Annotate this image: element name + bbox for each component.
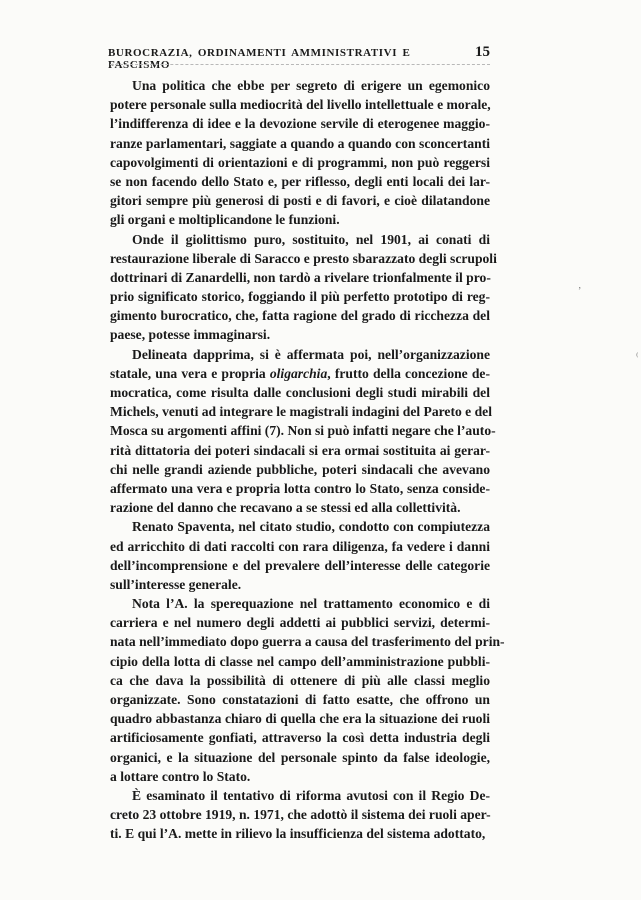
text-line: ed arricchito di dati raccolti con rara diligenza, fa vedere i danni — [110, 538, 490, 554]
margin-mark: ⁽ — [636, 352, 639, 363]
text-line: ti. E qui l’A. mette in rilievo la insufficienza del sistema adottato, — [110, 826, 486, 842]
text-line: È esaminato il tentativo di riforma avutosi con il Regio De- — [132, 787, 490, 803]
paragraph — [110, 786, 490, 844]
text-line: l’indifferenza di idee e la devozione servile di eterogenee maggio- — [110, 116, 490, 132]
text-line: statale, una vera e propria oligarchia, frutto della concezione de- — [110, 365, 490, 381]
text-line: quadro abbastanza chiaro di quella che era la situazione dei ruoli — [110, 711, 490, 727]
text-line: gimento burocratico, che, fatta ragione del grado di ricchezza del — [110, 308, 490, 324]
text-line: organizzate. Sono constatazioni di fatto esatte, che offrono un — [110, 692, 490, 707]
paragraph — [110, 594, 505, 786]
text-line: Michels, venuti ad integrare le magistrali indagini del Pareto e del — [110, 404, 492, 420]
text-line: capovolgimenti di orientazioni e di programmi, non può reggersi — [110, 154, 490, 170]
header-rule — [110, 64, 490, 65]
text-line: Delineata dapprima, si è affermata poi, nell’organizzazione — [132, 346, 490, 362]
text-line: Onde il giolittismo puro, sostituito, nel 1901, ai conati di — [132, 231, 490, 247]
text-line: Nota l’A. la sperequazione nel trattamento economico e di — [132, 596, 490, 612]
text-line: mocratica, come risulta dalle conclusioni degli studi mirabili del — [110, 385, 490, 400]
text-line: rità dittatoria dei poteri sindacali si era ormai sostituita ai gerar- — [110, 442, 490, 458]
text-line: dell’incomprensione e del prevalere dell’interesse delle categorie — [110, 557, 490, 573]
text-line: chi nelle grandi aziende pubbliche, poteri sindacali che avevano — [110, 461, 490, 477]
text-line: artificiosamente gonfiati, attraverso la così detta industria degli — [110, 730, 490, 746]
text-line: ranze parlamentari, saggiate a quando a quando con sconcertanti — [110, 135, 490, 151]
running-head — [108, 44, 490, 71]
text-line: restaurazione liberale di Saracco e presto sbarazzato degli scrupoli — [110, 250, 497, 266]
paragraph — [110, 76, 490, 230]
text-line: paese, potesse immaginarsi. — [110, 327, 271, 343]
text-line: carriera e nel numero degli addetti ai pubblici servizi, determi- — [110, 615, 490, 631]
text-line: affermato una vera e propria lotta contro lo Stato, senza conside- — [110, 480, 490, 496]
text-line: prio significato storico, foggiando il più perfetto prototipo di reg- — [110, 289, 490, 305]
emphasis: oligarchia — [269, 365, 328, 381]
paragraph — [110, 517, 490, 594]
text-line: nata nell’immediato dopo guerra a causa del trasferimento del prin- — [110, 634, 505, 650]
running-title: BUROCRAZIA, ORDINAMENTI AMMINISTRATIVI E FASCISMO — [108, 47, 411, 71]
text-line: Mosca su argomenti affini (7). Non si può infatti negare che l’auto- — [110, 423, 496, 439]
paragraph — [110, 345, 496, 518]
text-line: dottrinari di Zanardelli, non tardò a rivelare trionfalmente il pro- — [110, 269, 491, 285]
text-line: ca che dava la possibilità di ottenere di più alle classi meglio — [110, 672, 490, 688]
text-line: a lottare contro lo Stato. — [110, 768, 251, 784]
margin-mark: ʼ — [578, 286, 582, 297]
text-line: potere personale sulla mediocrità del livello intellettuale e morale, — [110, 97, 491, 113]
paragraph — [110, 230, 497, 345]
text-line: Renato Spaventa, nel citato studio, condotto con compiutezza — [132, 519, 490, 535]
text-line: creto 23 ottobre 1919, n. 1971, che adottò il sistema dei ruoli aper- — [110, 807, 491, 823]
text-line: sull’interesse generale. — [110, 576, 242, 592]
text-line: gli organi e moltiplicandone le funzioni. — [110, 212, 340, 228]
text-line: cipio della lotta di classe nel campo dell’amministrazione pubbli- — [110, 653, 490, 669]
text-line: se non facendo dello Stato e, per riflesso, degli enti locali dei lar- — [110, 173, 490, 189]
text-line: Una politica che ebbe per segreto di erigere un egemonico — [132, 78, 490, 93]
page-number: 15 — [475, 44, 490, 60]
text-line: gitori sempre più generosi di posti e di favori, e cioè dilatandone — [110, 193, 490, 209]
text-line: organici, e la situazione del personale spinto da false ideologie, — [110, 749, 490, 765]
body-text — [110, 76, 505, 844]
text-line: razione del danno che recavano a se stessi ed alla collettività. — [110, 500, 461, 516]
